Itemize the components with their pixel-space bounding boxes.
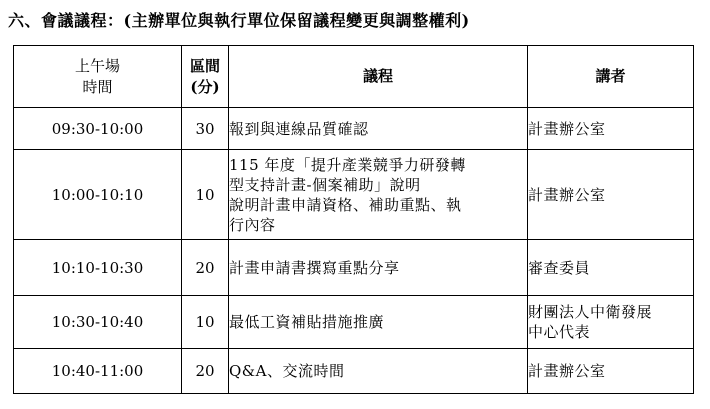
header-duration-label: 區間 <box>189 56 220 75</box>
header-time-label: 時間 <box>82 77 113 96</box>
row-topic <box>229 150 528 240</box>
table-row <box>14 240 694 296</box>
table-row <box>14 108 694 150</box>
row-speaker-line: 計畫辦公室 <box>528 362 606 380</box>
row-duration: 10 <box>182 150 229 240</box>
row-speaker <box>528 349 694 394</box>
row-speaker-line: 計畫辦公室 <box>528 119 606 138</box>
row-time: 10:00-10:10 <box>14 150 182 240</box>
row-time: 09:30-10:00 <box>14 108 182 150</box>
row-topic <box>229 296 528 349</box>
header-topic: 議程 <box>229 46 528 108</box>
table-header-row <box>14 46 694 108</box>
row-topic-line: 行內容 <box>229 215 276 234</box>
row-speaker <box>528 296 694 349</box>
row-topic-line: 型支持計畫-個案補助」說明 <box>229 175 421 194</box>
table-row <box>14 349 694 394</box>
row-time: 10:40-11:00 <box>14 349 182 394</box>
row-topic-line: Q&A、交流時間 <box>229 362 345 380</box>
header-time-session: 上午場 <box>74 56 120 75</box>
row-topic <box>229 349 528 394</box>
row-topic-line: 最低工資補貼措施推廣 <box>229 313 385 331</box>
row-topic-line: 計畫申請書撰寫重點分享 <box>229 258 400 277</box>
row-duration: 30 <box>182 108 229 150</box>
row-speaker <box>528 150 694 240</box>
row-topic-line: 報到與連線品質確認 <box>229 119 369 138</box>
row-speaker-line: 財團法人中衛發展 <box>528 303 653 321</box>
row-speaker <box>528 108 694 150</box>
row-topic-line: 115 年度「提升產業競爭力研發轉 <box>229 155 466 174</box>
row-topic <box>229 240 528 296</box>
agenda-table <box>13 45 694 394</box>
header-duration <box>182 46 229 108</box>
row-duration: 10 <box>182 296 229 349</box>
row-speaker-line: 審查委員 <box>528 258 591 277</box>
header-speaker: 講者 <box>528 46 694 108</box>
table-row <box>14 150 694 240</box>
table-row <box>14 296 694 349</box>
header-time <box>14 46 182 108</box>
row-speaker-line: 中心代表 <box>528 323 591 341</box>
section-title: 六、會議議程：(主辦單位與執行單位保留議程變更與調整權利) <box>8 11 470 30</box>
row-duration: 20 <box>182 349 229 394</box>
row-time: 10:10-10:30 <box>14 240 182 296</box>
row-speaker-line: 計畫辦公室 <box>528 185 606 204</box>
row-speaker <box>528 240 694 296</box>
row-duration: 20 <box>182 240 229 296</box>
header-duration-unit: (分) <box>190 77 220 96</box>
row-time: 10:30-10:40 <box>14 296 182 349</box>
row-topic <box>229 108 528 150</box>
row-topic-line: 說明計畫申請資格、補助重點、執 <box>229 195 462 214</box>
